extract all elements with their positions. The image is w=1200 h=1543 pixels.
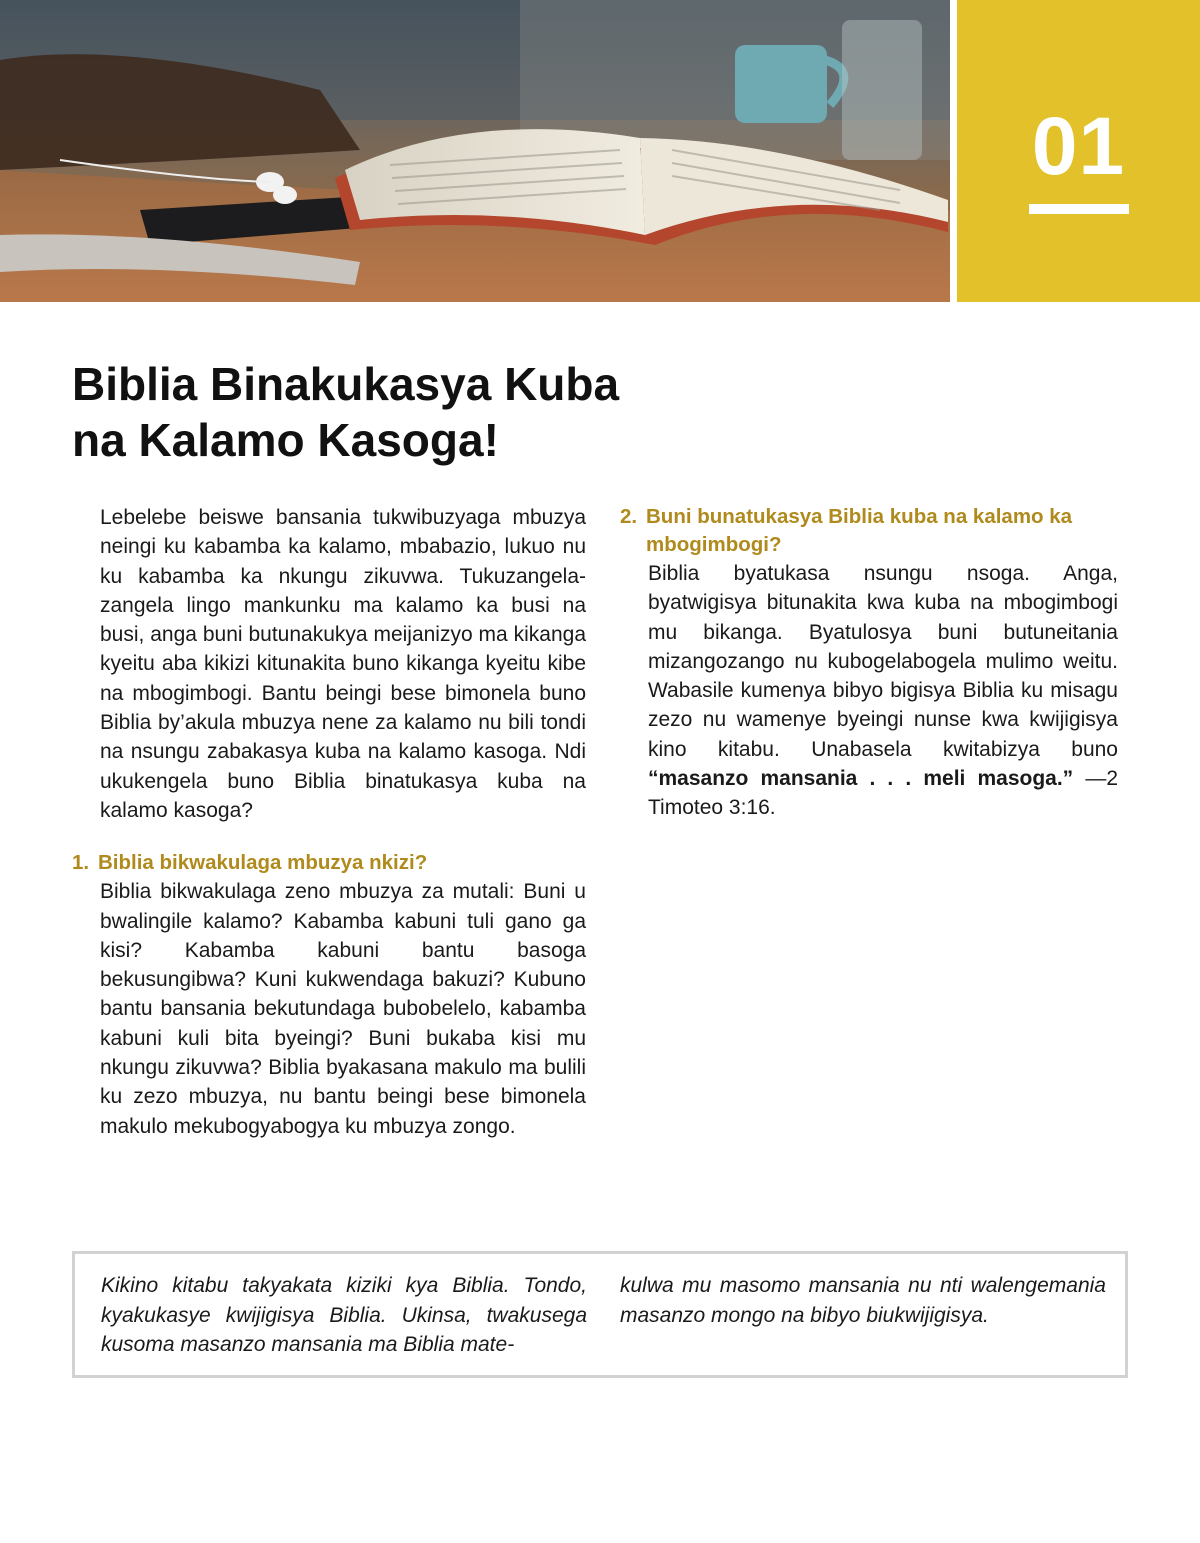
right-column	[620, 503, 1118, 823]
left-column	[72, 503, 586, 1141]
question-1-text: Biblia bikwakulaga mbuzya nkizi?	[98, 851, 428, 875]
note-text-left: Kikino kitabu takyakata kiziki kya Biblia. Tondo, kyakukasye kwijigisya Biblia. Ukinsa, twakusega kusoma masanzo mansania ma Biblia mate-	[101, 1274, 587, 1356]
note-box	[72, 1251, 1128, 1378]
lesson-number-underline	[1029, 204, 1129, 214]
answer-2-paragraph	[620, 559, 1118, 823]
title-line-1: Biblia Binakukasya Kuba	[72, 358, 620, 410]
lesson-number: 01	[1031, 101, 1126, 192]
question-2-text-line-2: mbogimbogi?	[646, 533, 782, 556]
note-text-right: kulwa mu masomo mansania nu nti walengemania masanzo mongo na bibyo biukwijigisya.	[620, 1274, 1106, 1327]
note-left-column	[101, 1271, 587, 1360]
scripture-reference: —2 Timoteo 3:16.	[648, 767, 1118, 820]
answer-2-text: Biblia byatukasa nsungu nsoga. Anga, byatwigisya bitunakita kwa kuba na mbogimbogi mu bikanga. Byatulosya buni butuneitania mizangozango nu kubogelabogela mulimo weitu. Wabasile kumenya bibyo bigisya Biblia ku misagu zezo nu wamenye byeingi nunse kwa kwijigisya kino kitabu. Unabasela kwitabizya buno	[648, 562, 1118, 761]
open-bible-photo	[0, 0, 950, 302]
lesson-number-badge	[957, 0, 1200, 302]
page-title	[72, 356, 772, 468]
intro-paragraph: Lebelebe beiswe bansania tukwibuzyaga mbuzya neingi ku kabamba ka kalamo, mbabazio, lukuo nu ku kabamba ka nkungu zikuvwa. Tukuzangela-zangela lingo mankunku ma kalamo ka busi na busi, anga buni butunakukya meijanizyo ma kikanga kyeitu aba kikizi kitunakita buno kikanga kyeitu kibe na mbogimbogi. Bantu beingi bese bimonela buno Biblia by’akula mbuzya nene za kalamo nu bili tondi na nsungu zabakasya kuba na kalamo kasoga. Ndi ukukengela buno Biblia binatukasya kuba na kalamo kasoga?	[100, 506, 586, 822]
question-1-number: 1.	[72, 851, 90, 875]
question-1	[72, 849, 586, 877]
scripture-quote: “masanzo mansania . . . meli masoga.”	[648, 767, 1074, 791]
header-photo	[0, 0, 950, 302]
question-2-number: 2.	[620, 505, 638, 528]
title-line-2: na Kalamo Kasoga!	[72, 414, 499, 466]
note-right-column	[620, 1271, 1106, 1330]
question-2-text-line-1: Buni bunatukasya Biblia kuba na kalamo ka	[646, 505, 1073, 528]
answer-1-paragraph: Biblia bikwakulaga zeno mbuzya za mutali: Buni u bwalingile kalamo? Kabamba kabuni tuli gano ga kisi? Kabamba kabuni bantu basoga bekusungibwa? Kuni kukwendaga bakuzi? Kubuno bantu bansania bekutundaga bubobelelo, kabamba kabuni kuli bita byeingi? Buni bukaba kisi mu nkungu zikuvwa? Biblia byakasana makulo ma bulili ku zezo mbuzya, nu bantu beingi bese bimonela makulo mekubogyabogya ku mbuzya zongo.	[100, 880, 586, 1138]
question-2	[620, 503, 1118, 559]
